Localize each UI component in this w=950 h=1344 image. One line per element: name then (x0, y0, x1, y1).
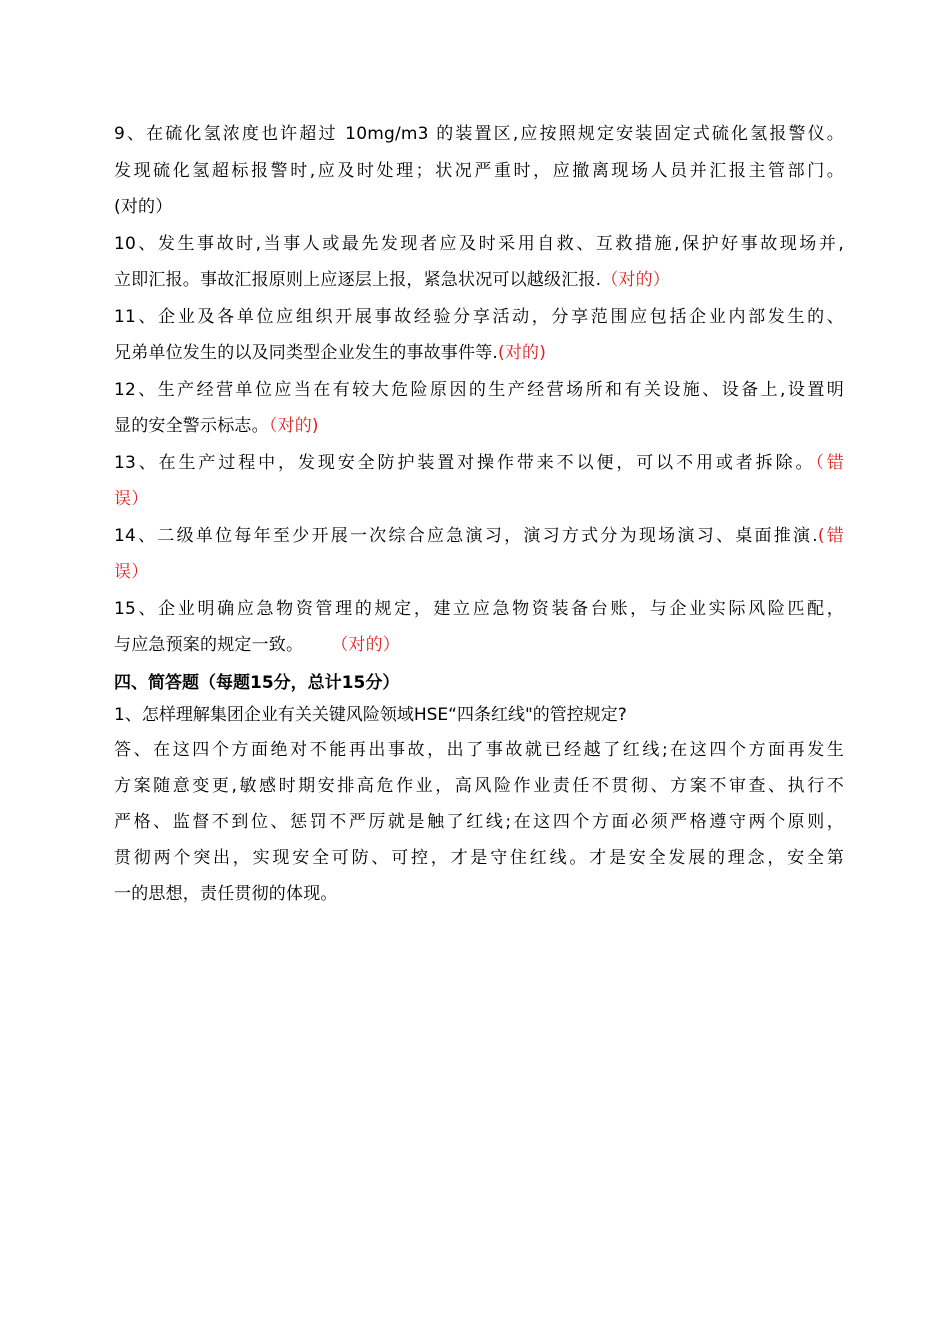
short-answer-body (114, 732, 844, 912)
section-heading: 四、简答题（每题15分，总计15分） (114, 672, 400, 693)
question-line-with-answer (114, 627, 844, 664)
question-item-9 (114, 116, 844, 226)
question-line: 10、发生事故时,当事人或最先发现者应及时采用自救、互救措施,保护好事故现场并, (114, 233, 844, 254)
question-item-15 (114, 591, 844, 664)
question-line: 发现硫化氢超标报警时,应及时处理；状况严重时，应撤离现场人员并汇报主管部门。 (114, 160, 844, 181)
question-item-11 (114, 299, 844, 372)
question-item-12 (114, 372, 844, 445)
answer-mark: (对的） (114, 197, 173, 217)
question-line: 9、在硫化氢浓度也许超过 10mg/m3 的装置区,应按照规定安装固定式硫化氢报警仪。 (114, 124, 844, 144)
question-text: 兄弟单位发生的以及同类型企业发生的事故事件等. (114, 343, 499, 363)
question-line: 15、企业明确应急物资管理的规定，建立应急物资装备台账，与企业实际风险匹配， (114, 598, 844, 619)
question-text: 13、在生产过程中，发现安全防护装置对操作带来不以便，可以不用或者拆除。 (114, 452, 816, 473)
question-line-with-answer (114, 408, 844, 445)
question-text: 立即汇报。事故汇报原则上应逐层上报，紧急状况可以越级汇报. (114, 270, 602, 290)
question-item-10 (114, 226, 844, 299)
question-text: 显的安全警示标志。 (114, 416, 269, 436)
question-item-13 (114, 445, 844, 518)
answer-mark: (对的) (498, 343, 547, 363)
question-line-with-answer (114, 262, 844, 299)
answer-line: 方案随意变更,敏感时期安排高危作业，高风险作业责任不贯彻、方案不审查、执行不 (114, 775, 844, 796)
question-text: 与应急预案的规定一致。 (114, 635, 304, 655)
document-content (114, 116, 844, 912)
answer-mark: （对的） (601, 270, 671, 290)
question-line-with-answer (114, 335, 844, 372)
question-item-14 (114, 518, 844, 591)
question-line-with-answer (114, 445, 844, 482)
question-line: 11、企业及各单位应组织开展事故经验分享活动，分享范围应包括企业内部发生的、 (114, 306, 844, 327)
question-line: 12、生产经营单位应当在有较大危险原因的生产经营场所和有关设施、设备上,设置明 (114, 379, 844, 400)
answer-line: 贯彻两个突出，实现安全可防、可控，才是守住红线。才是安全发展的理念，安全第 (114, 847, 844, 868)
answer-line: 严格、监督不到位、惩罚不严厉就是触了红线;在这四个方面必须严格遵守两个原则， (114, 811, 844, 832)
answer-line: 答、在这四个方面绝对不能再出事故，出了事故就已经越了红线;在这四个方面再发生 (114, 739, 844, 760)
answer-mark: (错 (817, 525, 844, 546)
answer-mark-continued: 误） (114, 489, 149, 509)
answer-mark: （对的) (268, 416, 319, 436)
answer-mark: （对的） (331, 635, 401, 655)
question-line-with-answer (114, 518, 844, 555)
question-text: 14、二级单位每年至少开展一次综合应急演习，演习方式分为现场演习、桌面推演. (114, 525, 818, 546)
answer-line: 一的思想，责任贯彻的体现。 (114, 883, 338, 904)
short-answer-question: 1、怎样理解集团企业有关关键风险领域HSE“四条红线"的管控规定? (114, 704, 627, 725)
answer-mark-continued: 误） (114, 562, 149, 582)
answer-mark: （错 (815, 452, 844, 473)
